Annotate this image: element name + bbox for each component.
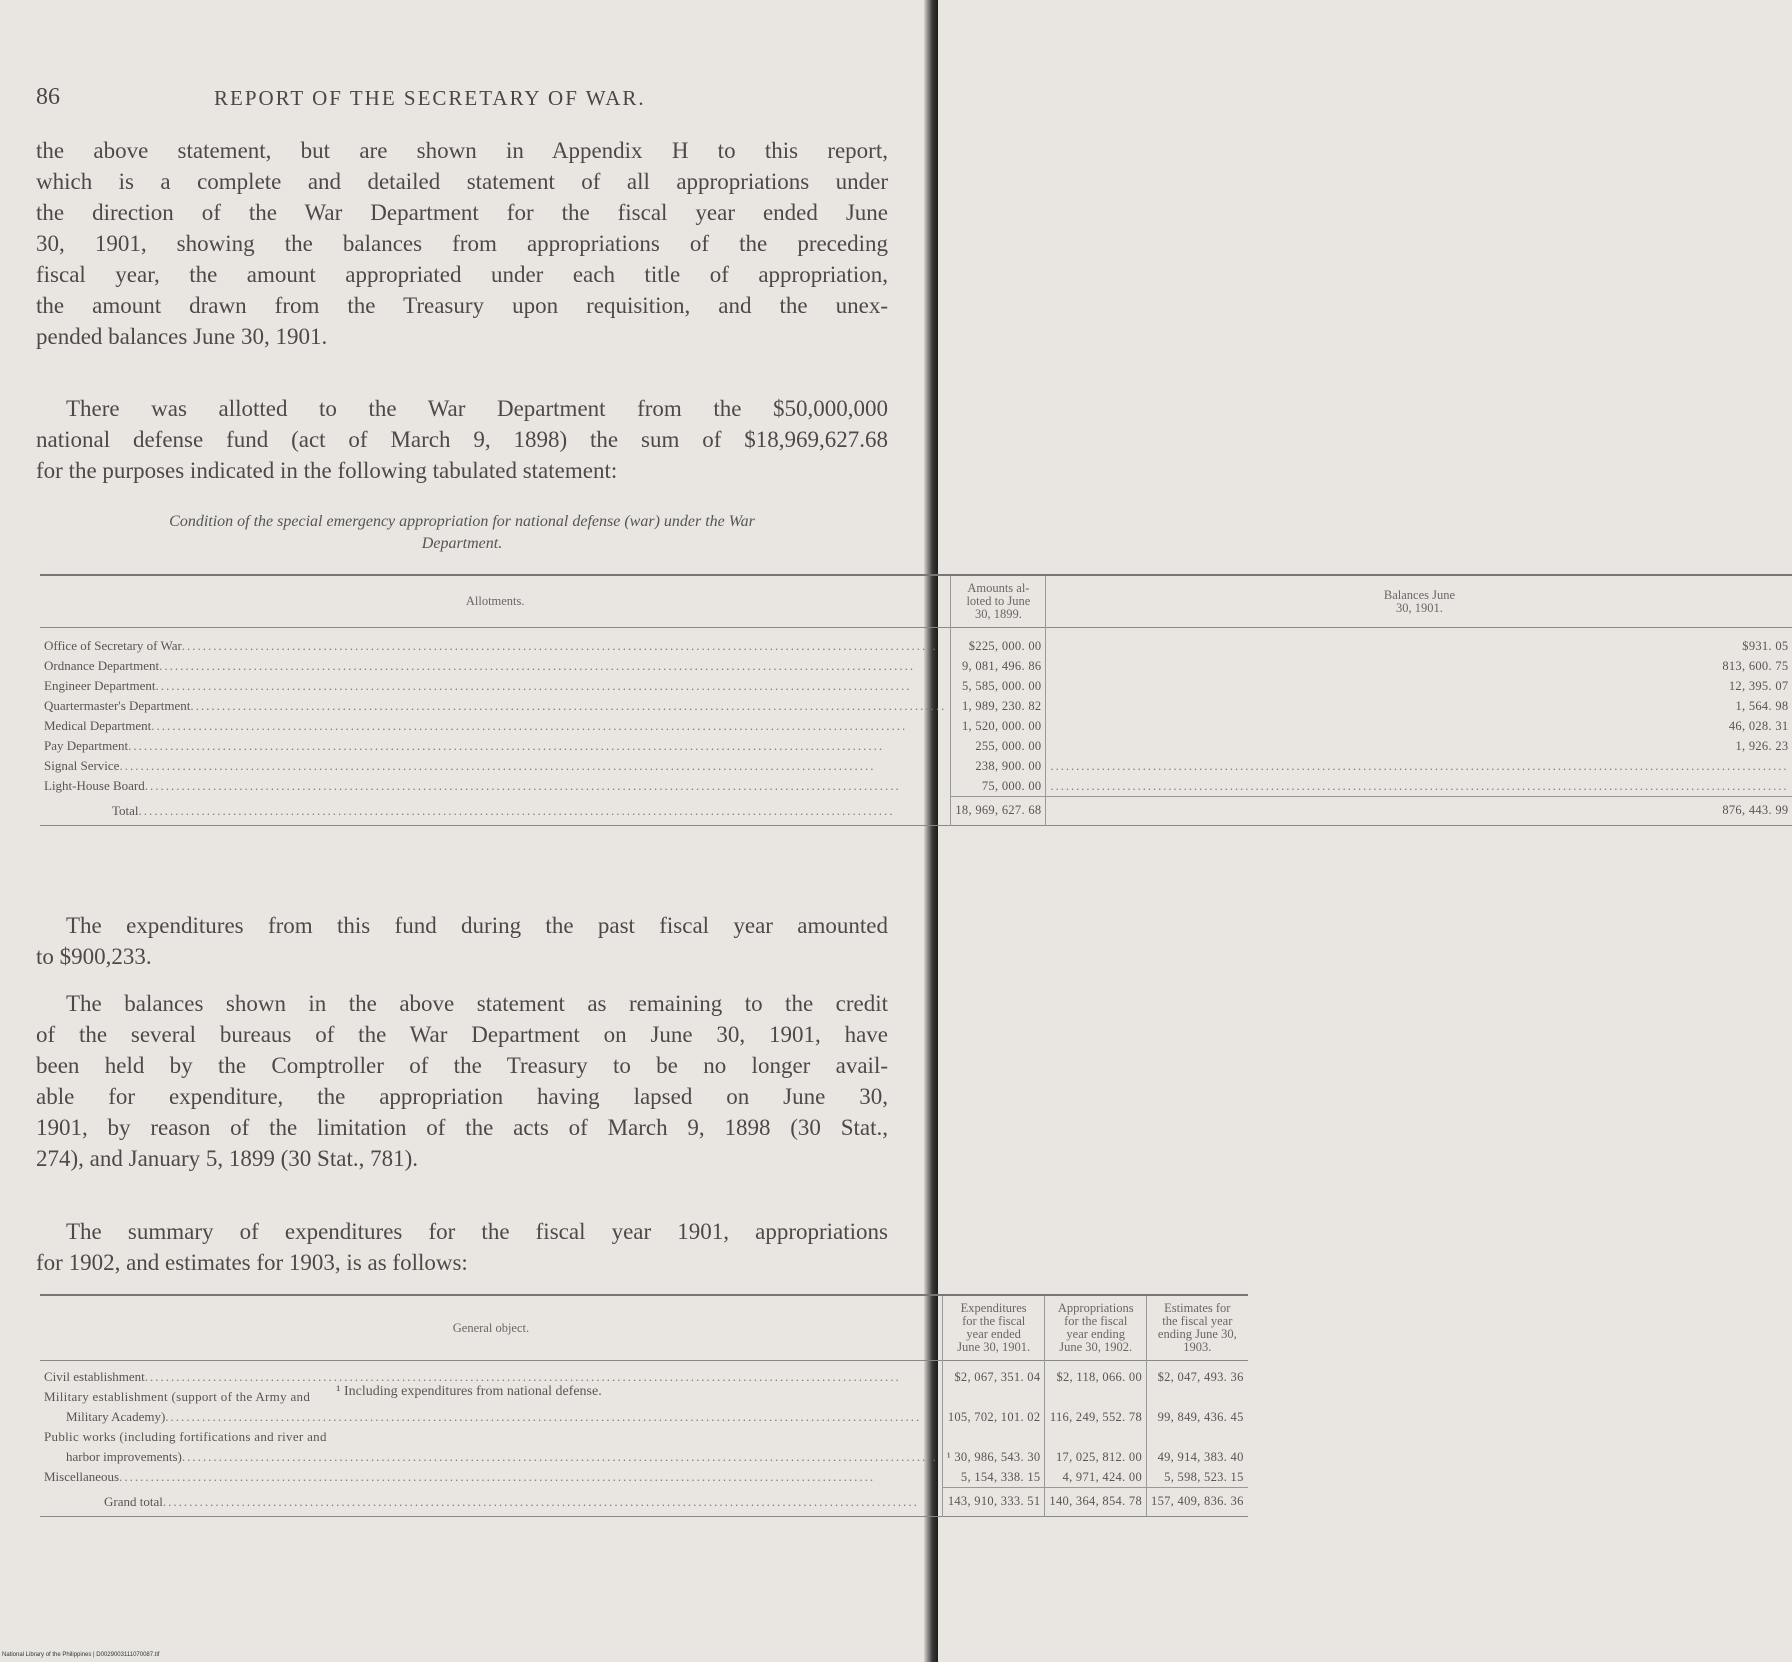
- amount-cell: 238, 900. 00: [951, 756, 1046, 776]
- text-line: which is a complete and detailed statement of all appropriations under: [36, 169, 888, 194]
- row-label: Military establishment (support of the Army and: [44, 1389, 311, 1404]
- paragraph-4: [36, 988, 888, 1174]
- total-expenditure: 143, 910, 333. 51: [942, 1488, 1045, 1517]
- row-label-continuation: harbor improvements): [66, 1449, 182, 1464]
- row-label: Quartermaster's Department: [44, 698, 191, 713]
- total-estimate: 157, 409, 836. 36: [1147, 1488, 1248, 1517]
- footnote: ¹ Including expenditures from national defense.: [336, 1384, 602, 1399]
- total-label-cell: [40, 1488, 942, 1517]
- text-line: for the purposes indicated in the following tabulated statement:: [36, 458, 618, 483]
- paragraph-2: [36, 393, 888, 486]
- text-line: been held by the Comptroller of the Treasury to be no longer avail-: [36, 1053, 888, 1078]
- row-label: Miscellaneous: [44, 1469, 120, 1485]
- amount-cell: $225, 000. 00: [951, 636, 1046, 656]
- expenditure-cell: 5, 154, 338. 15: [942, 1467, 1045, 1488]
- column-header-expenditures: Expenditures for the fiscal year ended June 30, 1901.: [942, 1295, 1045, 1361]
- row-label: Medical Department: [44, 718, 152, 733]
- text-line: 274), and January 5, 1899 (30 Stat., 781).: [36, 1146, 418, 1171]
- table-row: [40, 1467, 1248, 1488]
- table-row: [40, 696, 1792, 716]
- text-line: The expenditures from this fund during the past fiscal year amounted: [66, 913, 888, 938]
- estimate-cell: 99, 849, 436. 45: [1147, 1407, 1248, 1427]
- table-row: [40, 736, 1792, 756]
- table-row: [40, 636, 1792, 656]
- expenditure-cell: ¹ 30, 986, 543. 30: [942, 1447, 1045, 1467]
- row-label: Public works (including fortifications and river and: [44, 1429, 327, 1444]
- total-balance: 876, 443. 99: [1046, 797, 1792, 826]
- row-label-cell: [40, 1427, 942, 1447]
- total-appropriation: 140, 364, 854. 78: [1045, 1488, 1147, 1517]
- table-row: [40, 756, 1792, 776]
- text-line: the above statement, but are shown in Appendix H to this report,: [36, 138, 888, 163]
- text-line: There was allotted to the War Department from the $50,000,000: [66, 396, 888, 421]
- balance-cell: 1, 926. 23: [1046, 736, 1792, 756]
- estimate-cell: $2, 047, 493. 36: [1147, 1367, 1248, 1387]
- table-row: [40, 1427, 1248, 1447]
- text-line: of the several bureaus of the War Department on June 30, 1901, have: [36, 1022, 888, 1047]
- balance-cell: $931. 05: [1046, 636, 1792, 656]
- text-line: able for expenditure, the appropriation having lapsed on June 30,: [36, 1084, 888, 1109]
- balance-cell: 12, 395. 07: [1046, 676, 1792, 696]
- table-total-row: [40, 1488, 1248, 1517]
- amount-cell: 255, 000. 00: [951, 736, 1046, 756]
- row-label: Pay Department: [44, 738, 129, 753]
- allotments-table: [40, 574, 1792, 826]
- row-label-cell: [40, 1447, 942, 1467]
- amount-cell: 9, 081, 496. 86: [951, 656, 1046, 676]
- text-line: The balances shown in the above statement as remaining to the credit: [66, 991, 888, 1016]
- table-row: [40, 1407, 1248, 1427]
- text-line: pended balances June 30, 1901.: [36, 324, 328, 349]
- balance-cell: [1046, 776, 1792, 797]
- row-label: Engineer Department: [44, 678, 156, 693]
- text-line: fiscal year, the amount appropriated under each title of appropriation,: [36, 262, 888, 287]
- column-header-estimates: Estimates for the fiscal year ending June 30, 1903.: [1147, 1295, 1248, 1361]
- column-header-appropriations: Appropriations for the fiscal year ending June 30, 1902.: [1045, 1295, 1147, 1361]
- column-header-object: General object.: [452, 1320, 530, 1335]
- estimate-cell: 5, 598, 523. 15: [1147, 1467, 1248, 1488]
- table-row: [40, 716, 1792, 736]
- table-1-caption: [36, 511, 888, 555]
- text-line: for 1902, and estimates for 1903, is as follows:: [36, 1250, 468, 1275]
- paragraph-5: [36, 1216, 888, 1278]
- text-line: to $900,233.: [36, 944, 152, 969]
- row-label-cell: [40, 1467, 942, 1488]
- row-label: Light-House Board: [44, 778, 145, 794]
- row-label: Civil establishment: [44, 1369, 145, 1384]
- estimate-cell: 49, 914, 383. 40: [1147, 1447, 1248, 1467]
- column-header-balances: Balances June 30, 1901.: [1046, 575, 1792, 628]
- paragraph-1: [36, 135, 888, 352]
- page-header: [36, 84, 896, 114]
- total-label: Grand total: [104, 1493, 163, 1509]
- balance-cell: 46, 028. 31: [1046, 716, 1792, 736]
- scan-credit: National Library of the Philippines | D0029003111070087.tif: [2, 1652, 160, 1658]
- expenditure-cell: $2, 067, 351. 04: [942, 1367, 1045, 1387]
- row-label: Signal Service: [44, 758, 120, 773]
- row-label-cell: [40, 1407, 942, 1427]
- balance-cell: 813, 600. 75: [1046, 656, 1792, 676]
- row-label: Ordnance Department: [44, 658, 160, 673]
- appropriation-cell: $2, 118, 066. 00: [1045, 1367, 1147, 1387]
- appropriation-cell: 116, 249, 552. 78: [1045, 1407, 1147, 1427]
- table-row: [40, 676, 1792, 696]
- text-line: the direction of the War Department for the fiscal year ended June: [36, 200, 888, 225]
- caption-line: Condition of the special emergency appropriation for national defense (war) under the War: [169, 513, 755, 530]
- appropriation-cell: 17, 025, 812. 00: [1045, 1447, 1147, 1467]
- balance-cell: 1, 564. 98: [1046, 696, 1792, 716]
- appropriation-cell: 4, 971, 424. 00: [1045, 1467, 1147, 1488]
- amount-cell: 1, 520, 000. 00: [951, 716, 1046, 736]
- page-number: 86: [36, 84, 60, 110]
- total-label: Total: [112, 802, 139, 818]
- text-line: 1901, by reason of the limitation of the acts of March 9, 1898 (30 Stat.,: [36, 1115, 888, 1140]
- balance-cell: [1046, 756, 1792, 776]
- expenditure-cell: 105, 702, 101. 02: [942, 1407, 1045, 1427]
- summary-table: [40, 1294, 1248, 1517]
- amount-cell: 75, 000. 00: [951, 776, 1046, 797]
- amount-cell: 1, 989, 230. 82: [951, 696, 1046, 716]
- row-label-continuation: Military Academy): [66, 1409, 166, 1424]
- running-title: REPORT OF THE SECRETARY OF WAR.: [214, 86, 646, 110]
- amount-cell: 5, 585, 000. 00: [951, 676, 1046, 696]
- text-line: national defense fund (act of March 9, 1898) the sum of $18,969,627.68: [36, 427, 888, 452]
- paragraph-3: [36, 910, 888, 972]
- text-line: The summary of expenditures for the fiscal year 1901, appropriations: [66, 1219, 888, 1244]
- row-label: Office of Secretary of War: [44, 638, 182, 653]
- total-amount: 18, 969, 627. 68: [951, 797, 1046, 826]
- caption-line: Department.: [421, 535, 503, 552]
- column-header-amounts: Amounts al- loted to June 30, 1899.: [951, 575, 1046, 628]
- text-line: the amount drawn from the Treasury upon requisition, and the unex-: [36, 293, 888, 318]
- text-line: 30, 1901, showing the balances from appropriations of the preceding: [36, 231, 888, 256]
- table-row: [40, 1447, 1248, 1467]
- table-row: [40, 656, 1792, 676]
- column-header-allotments: Allotments.: [465, 594, 525, 608]
- table-total-row: [40, 797, 1792, 826]
- table-row: [40, 776, 1792, 797]
